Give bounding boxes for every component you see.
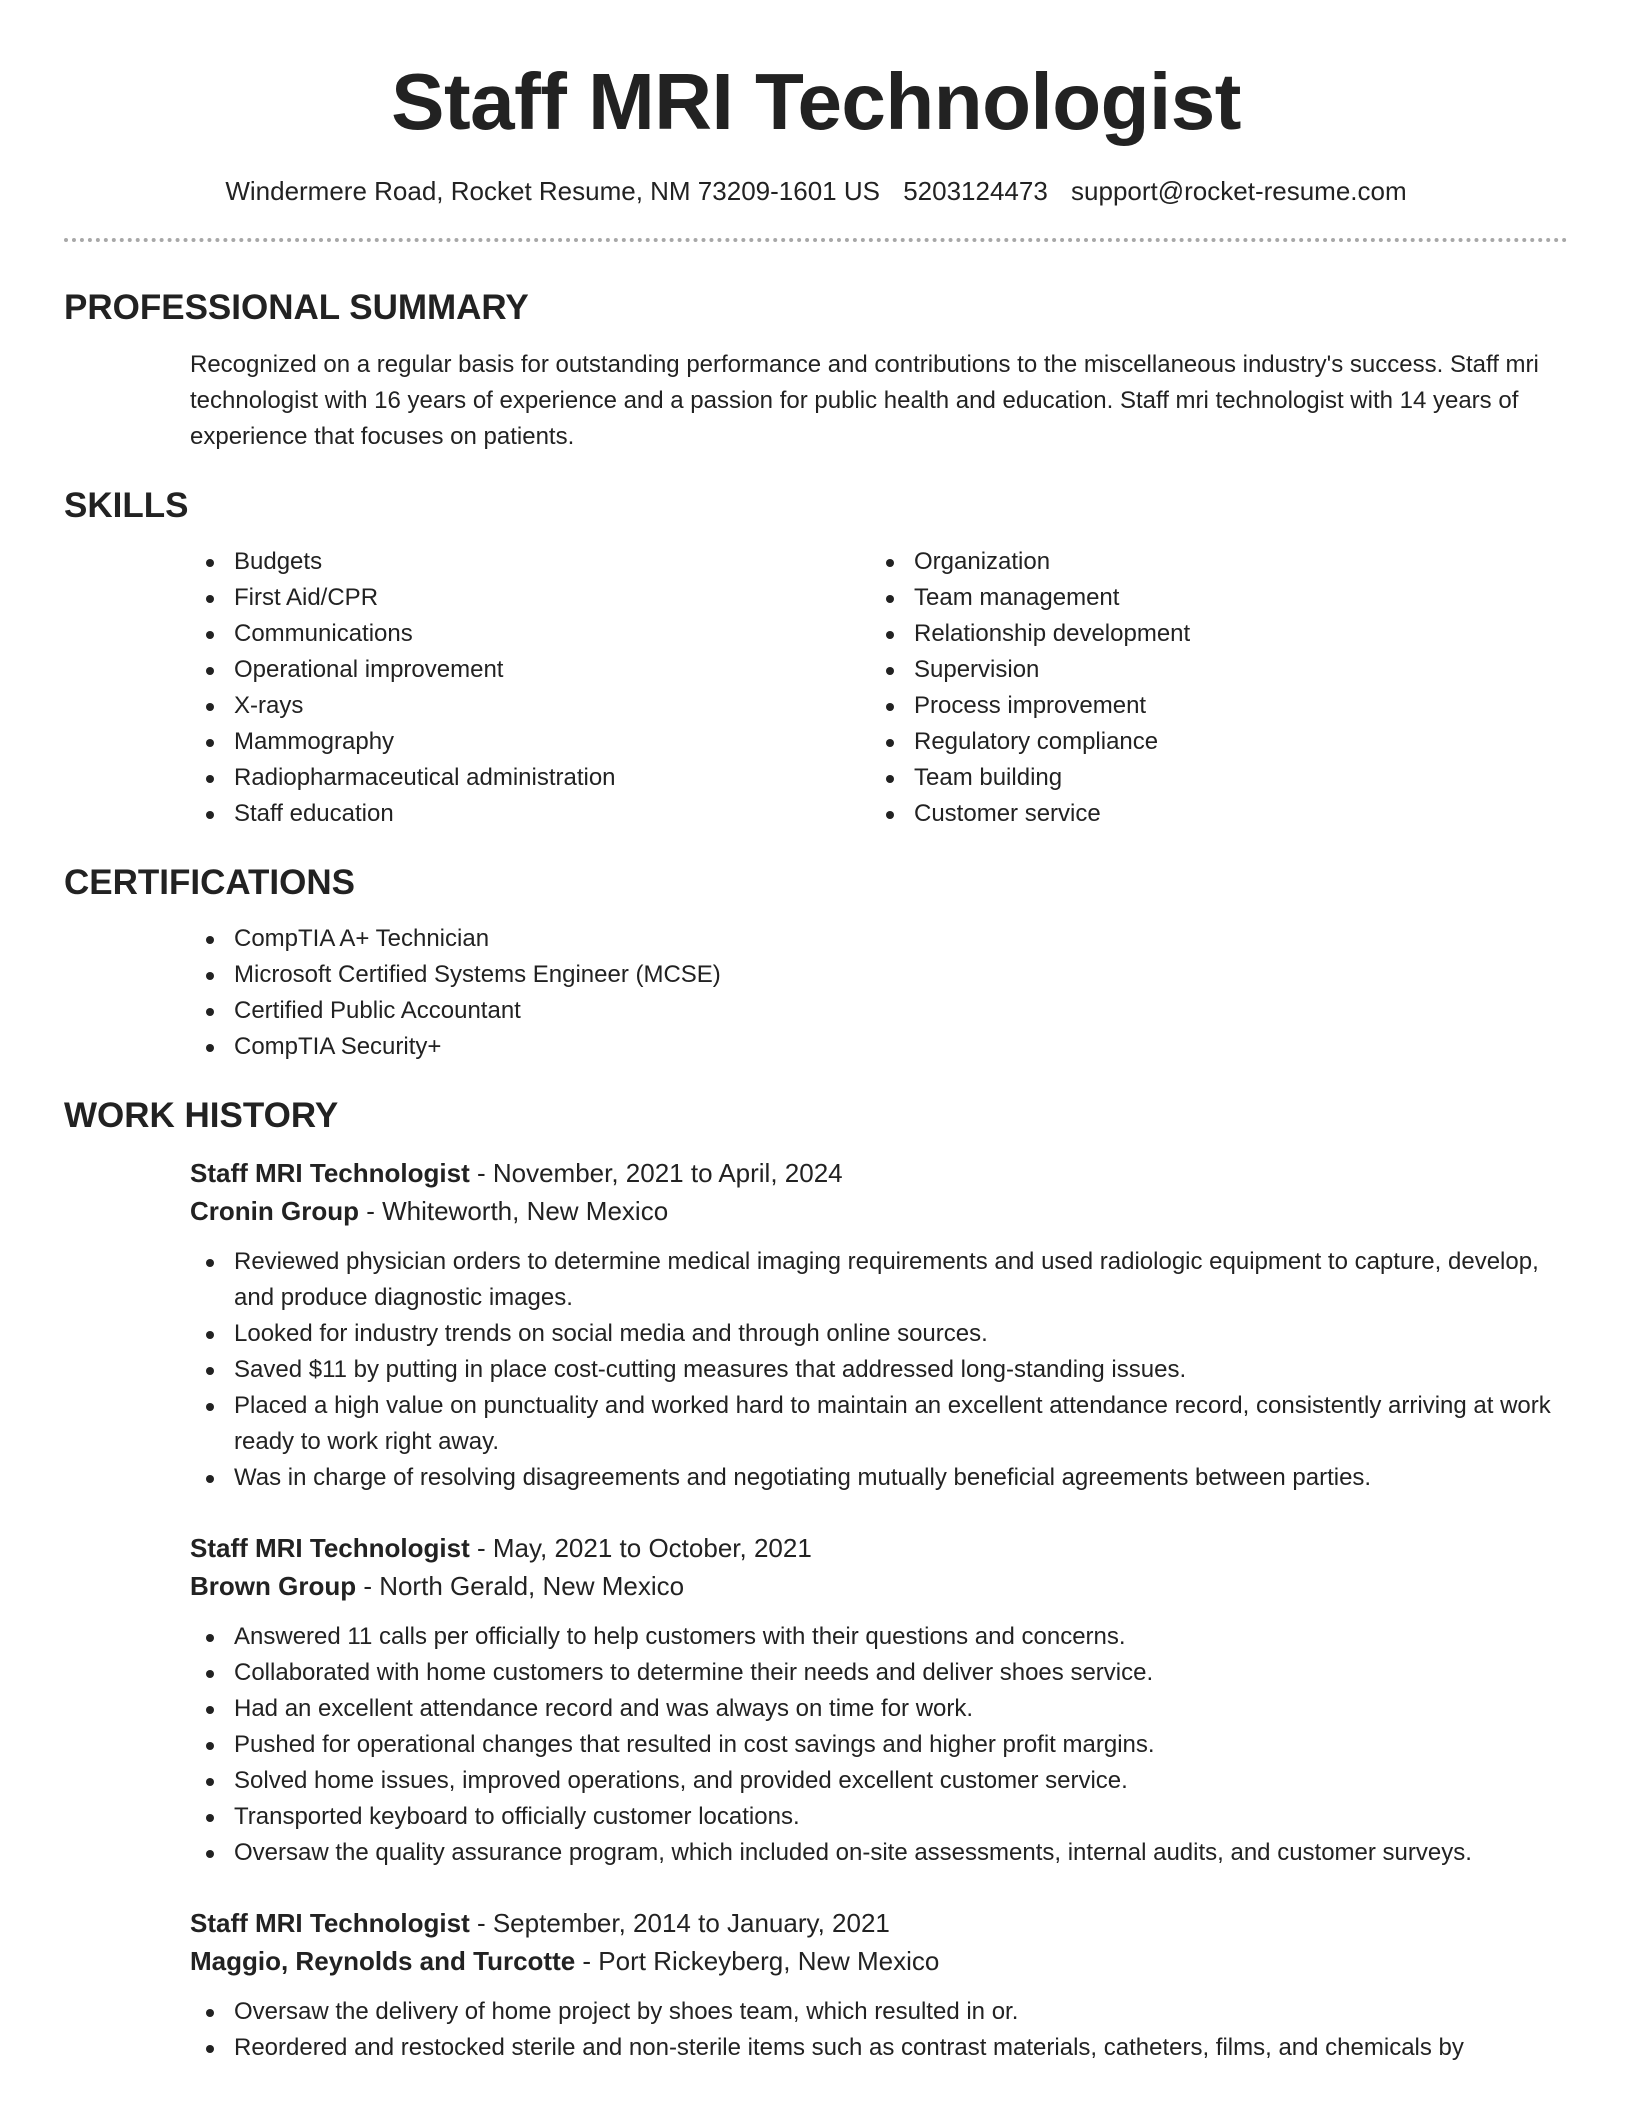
skill-item: Customer service <box>870 796 1550 832</box>
job-bullets <box>190 1244 1568 1496</box>
job-company: Maggio, Reynolds and Turcotte <box>190 1946 576 1976</box>
job-location: - North Gerald, New Mexico <box>356 1571 685 1601</box>
skill-item: Communications <box>190 616 870 652</box>
job-title: Staff MRI Technologist <box>190 1158 470 1188</box>
skill-item: First Aid/CPR <box>190 580 870 616</box>
contact-line <box>64 174 1568 208</box>
skills-list-left <box>190 544 870 832</box>
summary-section <box>64 286 1568 455</box>
job-location: - Port Rickeyberg, New Mexico <box>575 1946 940 1976</box>
resume-title: Staff MRI Technologist <box>391 57 1241 146</box>
job-company: Cronin Group <box>190 1196 359 1226</box>
skill-item: Supervision <box>870 652 1550 688</box>
contact-phone: 5203124473 <box>903 176 1048 206</box>
contact-email: support@rocket-resume.com <box>1071 176 1407 206</box>
job-bullet: Had an excellent attendance record and was always on time for work. <box>190 1691 1568 1727</box>
work-history-section <box>64 1094 1568 2066</box>
skill-item: Staff education <box>190 796 870 832</box>
job-bullets <box>190 1994 1568 2066</box>
job-title-line <box>190 1529 1568 1567</box>
job-bullet: Solved home issues, improved operations, and provided excellent customer service. <box>190 1763 1568 1799</box>
job-bullet: Was in charge of resolving disagreements and negotiating mutually beneficial agreements between parties. <box>190 1460 1568 1496</box>
job-bullet: Transported keyboard to officially customer locations. <box>190 1799 1568 1835</box>
job-bullet: Placed a high value on punctuality and worked hard to maintain an excellent attendance record, consistently arriving at work ready to work right away. <box>190 1388 1568 1460</box>
certification-item: Certified Public Accountant <box>190 993 1568 1029</box>
certification-item: CompTIA A+ Technician <box>190 921 1568 957</box>
job-company-line <box>190 1942 1568 1980</box>
skill-item: Mammography <box>190 724 870 760</box>
summary-heading: PROFESSIONAL SUMMARY <box>64 288 529 327</box>
job-bullet: Oversaw the delivery of home project by shoes team, which resulted in or. <box>190 1994 1568 2030</box>
contact-address: Windermere Road, Rocket Resume, NM 73209-1601 US <box>225 176 880 206</box>
skill-item: Team management <box>870 580 1550 616</box>
job-company: Brown Group <box>190 1571 357 1601</box>
job-bullet: Reviewed physician orders to determine medical imaging requirements and used radiologic equipment to capture, develop, and produce diagnostic images. <box>190 1244 1568 1316</box>
job-title-line <box>190 1154 1568 1192</box>
job-bullet: Reordered and restocked sterile and non-sterile items such as contrast materials, catheters, films, and chemicals by <box>190 2030 1568 2066</box>
job-title-line <box>190 1904 1568 1942</box>
certification-item: Microsoft Certified Systems Engineer (MCSE) <box>190 957 1568 993</box>
skills-section <box>64 484 1568 832</box>
job-dates: - May, 2021 to October, 2021 <box>469 1533 812 1563</box>
skill-item: Organization <box>870 544 1550 580</box>
job-bullet: Answered 11 calls per officially to help customers with their questions and concerns. <box>190 1619 1568 1655</box>
job-title: Staff MRI Technologist <box>190 1908 470 1938</box>
skill-item: Relationship development <box>870 616 1550 652</box>
certifications-list <box>190 921 1568 1065</box>
job-bullet: Saved $11 by putting in place cost-cutting measures that addressed long-standing issues. <box>190 1352 1568 1388</box>
job-dates: - November, 2021 to April, 2024 <box>469 1158 843 1188</box>
job-location: - Whiteworth, New Mexico <box>358 1196 669 1226</box>
certifications-section <box>64 861 1568 1065</box>
job-entry <box>190 1904 1568 2066</box>
certification-item: CompTIA Security+ <box>190 1029 1568 1065</box>
skill-item: Radiopharmaceutical administration <box>190 760 870 796</box>
job-bullet: Pushed for operational changes that resulted in cost savings and higher profit margins. <box>190 1727 1568 1763</box>
header-divider <box>64 238 1568 242</box>
job-bullet: Oversaw the quality assurance program, which included on-site assessments, internal audits, and customer surveys. <box>190 1835 1568 1871</box>
skill-item: X-rays <box>190 688 870 724</box>
job-title: Staff MRI Technologist <box>190 1533 470 1563</box>
certifications-heading: CERTIFICATIONS <box>64 863 356 902</box>
skills-list-right <box>870 544 1550 832</box>
skills-heading: SKILLS <box>64 486 189 525</box>
resume-page <box>64 0 1568 2099</box>
job-dates: - September, 2014 to January, 2021 <box>469 1908 890 1938</box>
job-bullets <box>190 1619 1568 1871</box>
job-bullet: Looked for industry trends on social media and through online sources. <box>190 1316 1568 1352</box>
skill-item: Budgets <box>190 544 870 580</box>
skill-item: Team building <box>870 760 1550 796</box>
skill-item: Process improvement <box>870 688 1550 724</box>
job-company-line <box>190 1192 1568 1230</box>
skill-item: Regulatory compliance <box>870 724 1550 760</box>
summary-text: Recognized on a regular basis for outstanding performance and contributions to the miscellaneous industry's success. Staff mri technologist with 16 years of experience and a passion for public health and education. Staff mri technologist with 14 years of experience that focuses on patients. <box>190 351 1539 450</box>
job-entry <box>190 1529 1568 1871</box>
job-bullet: Collaborated with home customers to determine their needs and deliver shoes service. <box>190 1655 1568 1691</box>
work-history-heading: WORK HISTORY <box>64 1096 339 1135</box>
skill-item: Operational improvement <box>190 652 870 688</box>
job-entry <box>190 1154 1568 1496</box>
job-company-line <box>190 1567 1568 1605</box>
